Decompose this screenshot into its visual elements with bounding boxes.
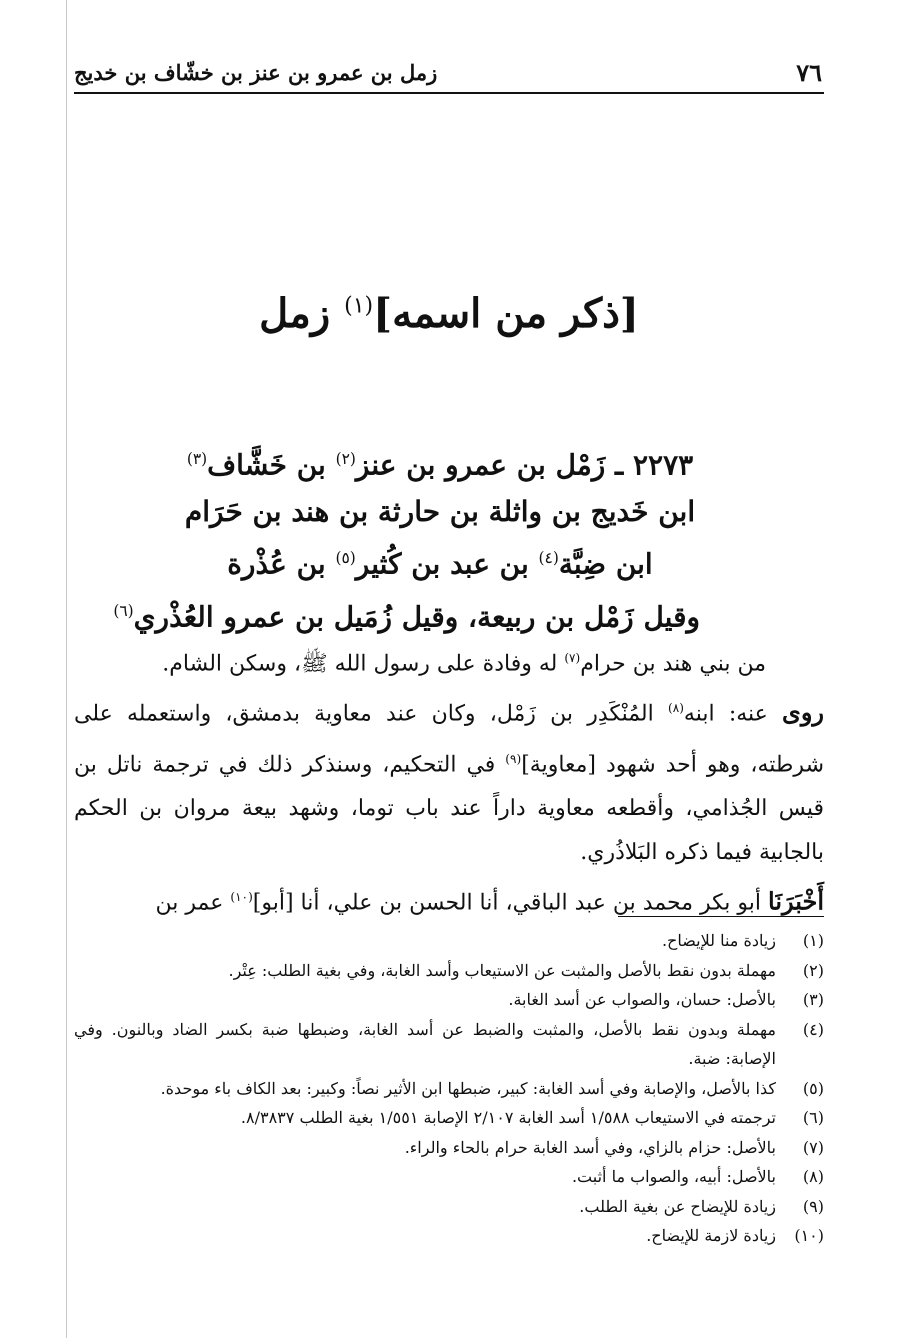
footnote-rule (618, 916, 824, 917)
footnote-number: (١) (802, 931, 824, 950)
paragraph-3-lead: أَخْبَرَنَا (768, 886, 824, 916)
footnote-text: بالأصل: أبيه، والصواب ما أثبت. (571, 1167, 776, 1186)
entry-line-2: ابن خَديج بن واثلة بن حارثة بن هند بن حَرَام (184, 495, 696, 529)
paragraph-3-b: عمر بن (155, 890, 231, 916)
footnote-number: (٦) (802, 1108, 824, 1127)
body-text (74, 636, 824, 925)
page-edge-line (66, 0, 67, 1338)
footnote-ref: (٥) (335, 549, 356, 568)
page-number: ٧٦ (796, 58, 822, 87)
footnote-item (74, 1074, 824, 1104)
footnote-ref: (٧) (564, 651, 581, 665)
footnotes (74, 926, 824, 1251)
footnote-text: كذا بالأصل، والإصابة وفي أسد الغابة: كبير، ضبطها ابن الأثير نصاً: وكبير: بعد الكاف باء موحدة. (160, 1078, 776, 1098)
footnote-item (74, 1221, 824, 1251)
entry-line-3-a: ابن ضِبَّة (558, 547, 653, 581)
footnote-text: زيادة للإيضاح عن بغية الطلب. (579, 1196, 776, 1216)
footnote-number: (٧) (802, 1137, 824, 1157)
entry-line-3 (180, 535, 700, 587)
footnote-ref: (٣) (186, 450, 208, 468)
footnote-text: مهملة وبدون نقط بالأصل، والمثبت والضبط عن أسد الغابة، وضبطها ضبة بكسر الضاد وبالنون. وفي الإصابة: ضبة. (74, 1019, 776, 1068)
paragraph-3 (74, 875, 824, 925)
footnote-number: (٣) (802, 990, 824, 1009)
footnote-ref: (٢) (335, 450, 356, 468)
paragraph-1-a: من بني هند بن حرام (580, 651, 766, 677)
footnote-ref: (٨) (667, 701, 684, 716)
footnote-text: زيادة منا للإيضاح. (661, 931, 776, 950)
paragraph-2-lead: روى (782, 697, 824, 727)
page-header (74, 48, 824, 94)
footnote-ref: (١) (344, 293, 374, 319)
footnote-number: (٥) (802, 1078, 824, 1098)
footnote-number: (٩) (802, 1196, 824, 1216)
footnote-item (74, 1162, 824, 1192)
running-title: زمل بن عمرو بن عنز بن خشّاف بن خديج (74, 60, 438, 85)
entry-line-3-c: بن عُذْرة (227, 547, 336, 581)
entry-line-1-a: ٢٢٧٣ ـ زَمْل بن عمرو بن عنز (355, 448, 694, 482)
paragraph-2-c: في التحكيم، وسنذكر ذلك في ترجمة ناتل بن قيس الجُذامي، وأقطعه معاوية داراً عند باب توما، وشهد بيعة مروان بن الحكم بالجابية فيما ذكره البَلاذُري. (74, 751, 824, 865)
paragraph-1 (74, 636, 824, 686)
footnote-item (74, 985, 824, 1015)
entry-line-1 (180, 436, 700, 488)
footnote-text: بالأصل: حزام بالزاي، وفي أسد الغابة حرام بالحاء والراء. (404, 1137, 776, 1157)
entry-line-4-a: وقيل زَمْل بن ربيعة، وقيل زُمَيل بن عمرو العُذْري (133, 599, 700, 633)
footnote-ref: (٩) (505, 751, 522, 766)
footnote-text: مهملة بدون نقط بالأصل والمثبت عن الاستيعاب وأسد الغابة، وفي بغية الطلب: عِتْر. (228, 960, 776, 980)
footnote-text: بالأصل: حسان، والصواب عن أسد الغابة. (508, 990, 776, 1009)
footnote-number: (٨) (802, 1167, 824, 1186)
footnote-item (74, 1015, 824, 1074)
footnote-item (74, 1192, 824, 1222)
footnote-text: زيادة لازمة للإيضاح. (646, 1226, 776, 1245)
section-title-name: زمل (259, 290, 331, 337)
footnote-ref: (١٠) (230, 889, 253, 904)
paragraph-2-a: عنه: ابنه (683, 701, 783, 727)
entry-line-3-b: بن عبد بن كُثير (355, 547, 539, 581)
footnote-ref: (٦) (113, 601, 134, 620)
section-title-text: [ذكر من اسمه] (373, 290, 639, 337)
entry-line-1-b: بن خَشَّاف (207, 448, 336, 482)
section-title (74, 290, 824, 337)
footnote-number: (٢) (802, 960, 824, 980)
footnote-item (74, 1133, 824, 1163)
paragraph-2-b: المُنْكَدِر بن زَمْل، وكان عند معاوية بدمشق، واستعمله على شرطته، وهو أحد شهود [معاوية] (74, 701, 824, 777)
paragraph-3-a: أبو بكر محمد بن عبد الباقي، أنا الحسن بن علي، أنا [أبو] (252, 890, 769, 916)
paragraph-2 (74, 686, 824, 875)
footnote-number: (٤) (802, 1019, 824, 1039)
paragraph-1-b: له وفادة على رسول الله ﷺ، وسكن الشام. (162, 651, 565, 677)
footnote-text: ترجمته في الاستيعاب ١/٥٨٨ أسد الغابة ٢/١٠٧ الإصابة ١/٥٥١ بغية الطلب ٨/٣٨٣٧. (240, 1108, 776, 1127)
footnote-item (74, 1103, 824, 1133)
header-rule (74, 92, 824, 94)
footnote-ref: (٤) (538, 549, 559, 568)
entry-line-4 (113, 588, 700, 640)
footnote-number: (١٠) (794, 1226, 824, 1245)
entry-heading (113, 436, 700, 640)
footnote-item (74, 926, 824, 956)
footnote-item (74, 956, 824, 986)
